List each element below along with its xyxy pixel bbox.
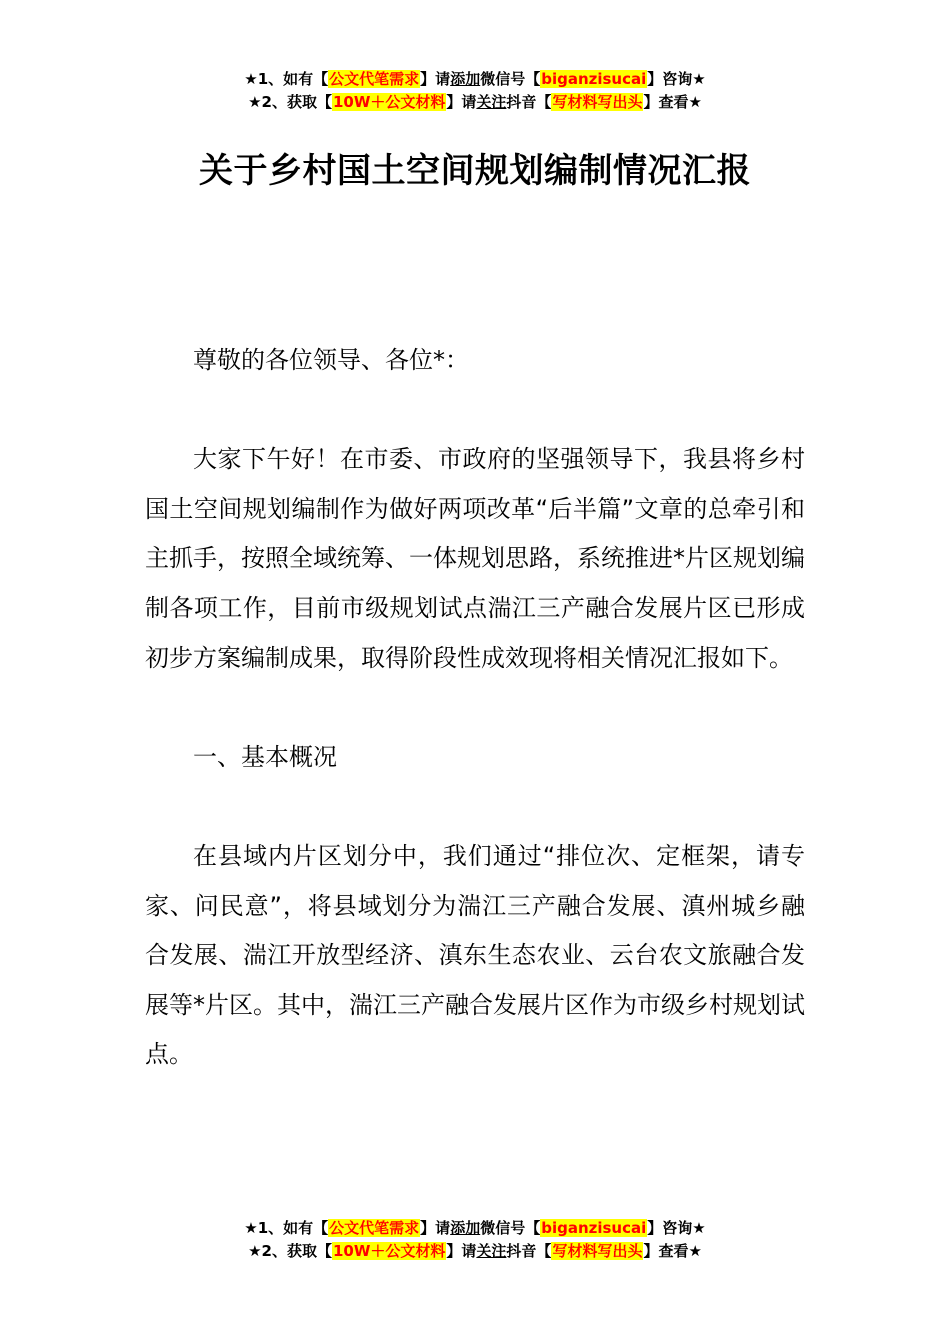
banner-highlight: biganzisucai: [541, 70, 647, 88]
banner-text: 抖音【: [506, 1242, 552, 1260]
banner-text: 】请: [420, 70, 451, 88]
banner-line-1: [0, 68, 950, 91]
banner-line-2: [0, 91, 950, 114]
banner-highlight: 公文代笔需求: [329, 70, 420, 88]
banner-line-2: [0, 1240, 950, 1263]
banner-text: 】查看★: [643, 93, 702, 111]
banner-text: 】咨询★: [647, 70, 706, 88]
banner-highlight: 写材料写出头: [552, 1242, 643, 1260]
banner-text: ★1、如有【: [244, 1219, 329, 1237]
document-body: [145, 336, 805, 1080]
banner-text: 】请: [420, 1219, 451, 1237]
banner-text: 】查看★: [643, 1242, 702, 1260]
greeting: 尊敬的各位领导、各位*：: [193, 346, 469, 374]
banner-text: 】请: [446, 1242, 477, 1260]
banner-underline: 关注: [476, 1242, 507, 1260]
bottom-banner: [0, 1217, 950, 1263]
section-heading: 一、基本概况: [193, 742, 337, 771]
paragraph-intro: 大家下午好！在市委、市政府的坚强领导下，我县将乡村国土空间规划编制作为做好两项改革“后半篇”文章的总牵引和主抓手，按照全域统筹、一体规划思路，系统推进*片区规划编制各项工作，目前市级规划试点湍江三产融合发展片区已形成初步方案编制成果，取得阶段性成效现将相关情况汇报如下。: [145, 445, 805, 672]
banner-highlight: 写材料写出头: [552, 93, 643, 111]
banner-highlight: 公文代笔需求: [329, 1219, 420, 1237]
banner-line-1: [0, 1217, 950, 1240]
banner-text: 微信号【: [480, 70, 541, 88]
top-banner: [0, 68, 950, 114]
banner-text: ★1、如有【: [244, 70, 329, 88]
banner-text: 微信号【: [480, 1219, 541, 1237]
banner-highlight: biganzisucai: [541, 1219, 647, 1237]
banner-underline: 添加: [450, 70, 481, 88]
banner-text: ★2、获取【: [248, 93, 332, 111]
banner-text: ★2、获取【: [248, 1242, 332, 1260]
paragraph-overview: 在县域内片区划分中，我们通过“排位次、定框架，请专家、问民意”，将县域划分为湍江三产融合发展、滇州城乡融合发展、湍江开放型经济、滇东生态农业、云台农文旅融合发展等*片区。其中，湍江三产融合发展片区作为市级乡村规划试点。: [145, 841, 805, 1069]
banner-text: 】请: [446, 93, 477, 111]
banner-underline: 添加: [450, 1219, 481, 1237]
banner-highlight: 10W＋公文材料: [332, 93, 446, 111]
banner-text: 】咨询★: [647, 1219, 706, 1237]
banner-text: 抖音【: [506, 93, 552, 111]
banner-underline: 关注: [476, 93, 507, 111]
document-title: 关于乡村国土空间规划编制情况汇报: [199, 151, 751, 191]
banner-highlight: 10W＋公文材料: [332, 1242, 446, 1260]
